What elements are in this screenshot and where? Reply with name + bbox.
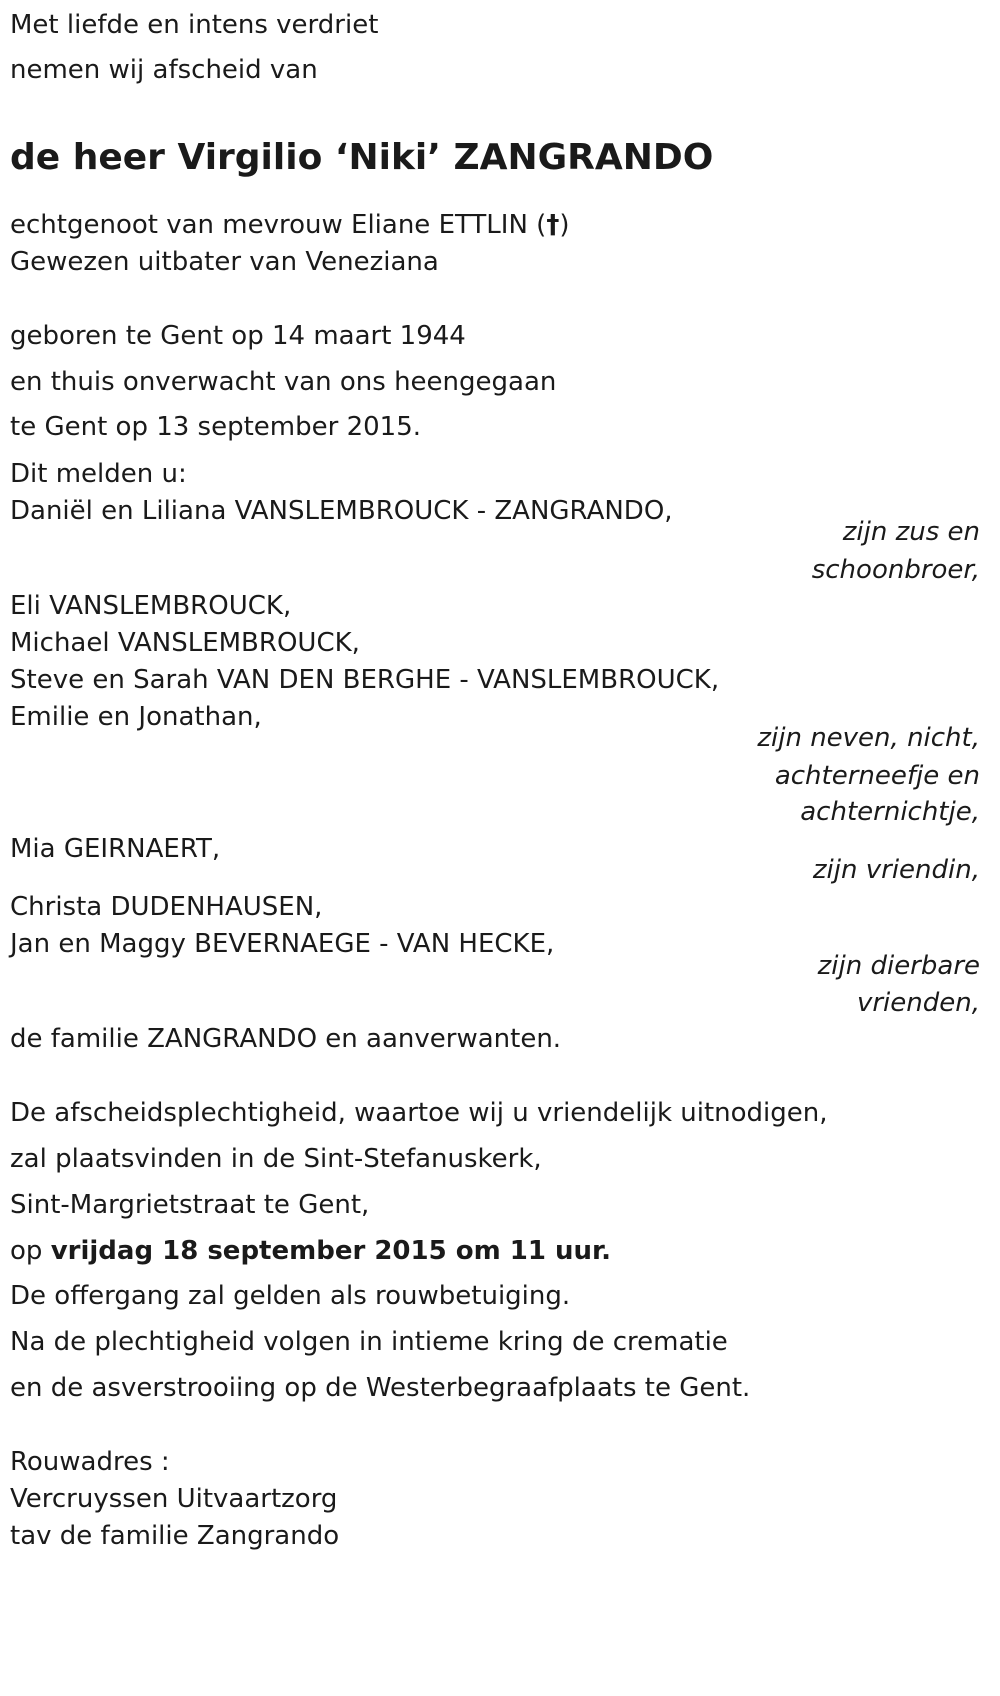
ceremony-date-prefix: op bbox=[10, 1236, 51, 1266]
relation-line: zijn zus en bbox=[842, 517, 980, 547]
announcer-name: Steve en Sarah VAN DEN BERGHE - VANSLEMBROUCK, bbox=[10, 665, 720, 695]
ceremony-date-line bbox=[10, 1236, 611, 1266]
relation-line: zijn vriendin, bbox=[812, 855, 980, 885]
spouse-prefix: echtgenoot van mevrouw Eliane ETTLIN ( bbox=[10, 210, 547, 240]
ceremony-line: Na de plechtigheid volgen in intieme kring de crematie bbox=[10, 1327, 728, 1357]
passed-date-line: te Gent op 13 september 2015. bbox=[10, 412, 422, 442]
passed-line: en thuis onverwacht van ons heengegaan bbox=[10, 367, 557, 397]
address-line: Vercruyssen Uitvaartzorg bbox=[10, 1484, 338, 1514]
announcer-name: Christa DUDENHAUSEN, bbox=[10, 892, 323, 922]
announcer-name: Emilie en Jonathan, bbox=[10, 702, 262, 732]
relation-line: schoonbroer, bbox=[811, 555, 980, 585]
ceremony-line: De afscheidsplechtigheid, waartoe wij u vriendelijk uitnodigen, bbox=[10, 1098, 828, 1128]
born-line: geboren te Gent op 14 maart 1944 bbox=[10, 321, 466, 351]
ceremony-line: en de asverstrooiing op de Westerbegraafplaats te Gent. bbox=[10, 1373, 751, 1403]
announcer-name: Mia GEIRNAERT, bbox=[10, 834, 221, 864]
family-line: de familie ZANGRANDO en aanverwanten. bbox=[10, 1024, 562, 1054]
intro-line-1: Met liefde en intens verdriet bbox=[10, 10, 379, 40]
relation-line: vrienden, bbox=[856, 988, 980, 1018]
ceremony-line: zal plaatsvinden in de Sint-Stefanuskerk, bbox=[10, 1144, 542, 1174]
address-line: tav de familie Zangrando bbox=[10, 1521, 340, 1551]
ceremony-date: vrijdag 18 september 2015 om 11 uur. bbox=[50, 1236, 611, 1266]
announcer-name: Daniël en Liliana VANSLEMBROUCK - ZANGRANDO, bbox=[10, 496, 673, 526]
ceremony-line: Sint-Margrietstraat te Gent, bbox=[10, 1190, 370, 1220]
spouse-line bbox=[10, 210, 569, 240]
relation-line: zijn neven, nicht, bbox=[757, 723, 980, 753]
announcer-name: Michael VANSLEMBROUCK, bbox=[10, 628, 360, 658]
spouse-suffix: ) bbox=[559, 210, 570, 240]
relation-line: achternichtje, bbox=[800, 797, 980, 827]
announcer-name: Eli VANSLEMBROUCK, bbox=[10, 591, 292, 621]
address-label: Rouwadres : bbox=[10, 1447, 170, 1477]
cross-icon: † bbox=[546, 210, 560, 240]
relation-line: achterneefje en bbox=[774, 761, 980, 791]
announcers-intro: Dit melden u: bbox=[10, 459, 187, 489]
relation-line: zijn dierbare bbox=[817, 951, 980, 981]
intro-line-2: nemen wij afscheid van bbox=[10, 55, 318, 85]
deceased-name: de heer Virgilio ‘Niki’ ZANGRANDO bbox=[10, 137, 714, 178]
ceremony-line: De offergang zal gelden als rouwbetuiging. bbox=[10, 1281, 571, 1311]
occupation-line: Gewezen uitbater van Veneziana bbox=[10, 247, 439, 277]
announcer-name: Jan en Maggy BEVERNAEGE - VAN HECKE, bbox=[10, 929, 555, 959]
